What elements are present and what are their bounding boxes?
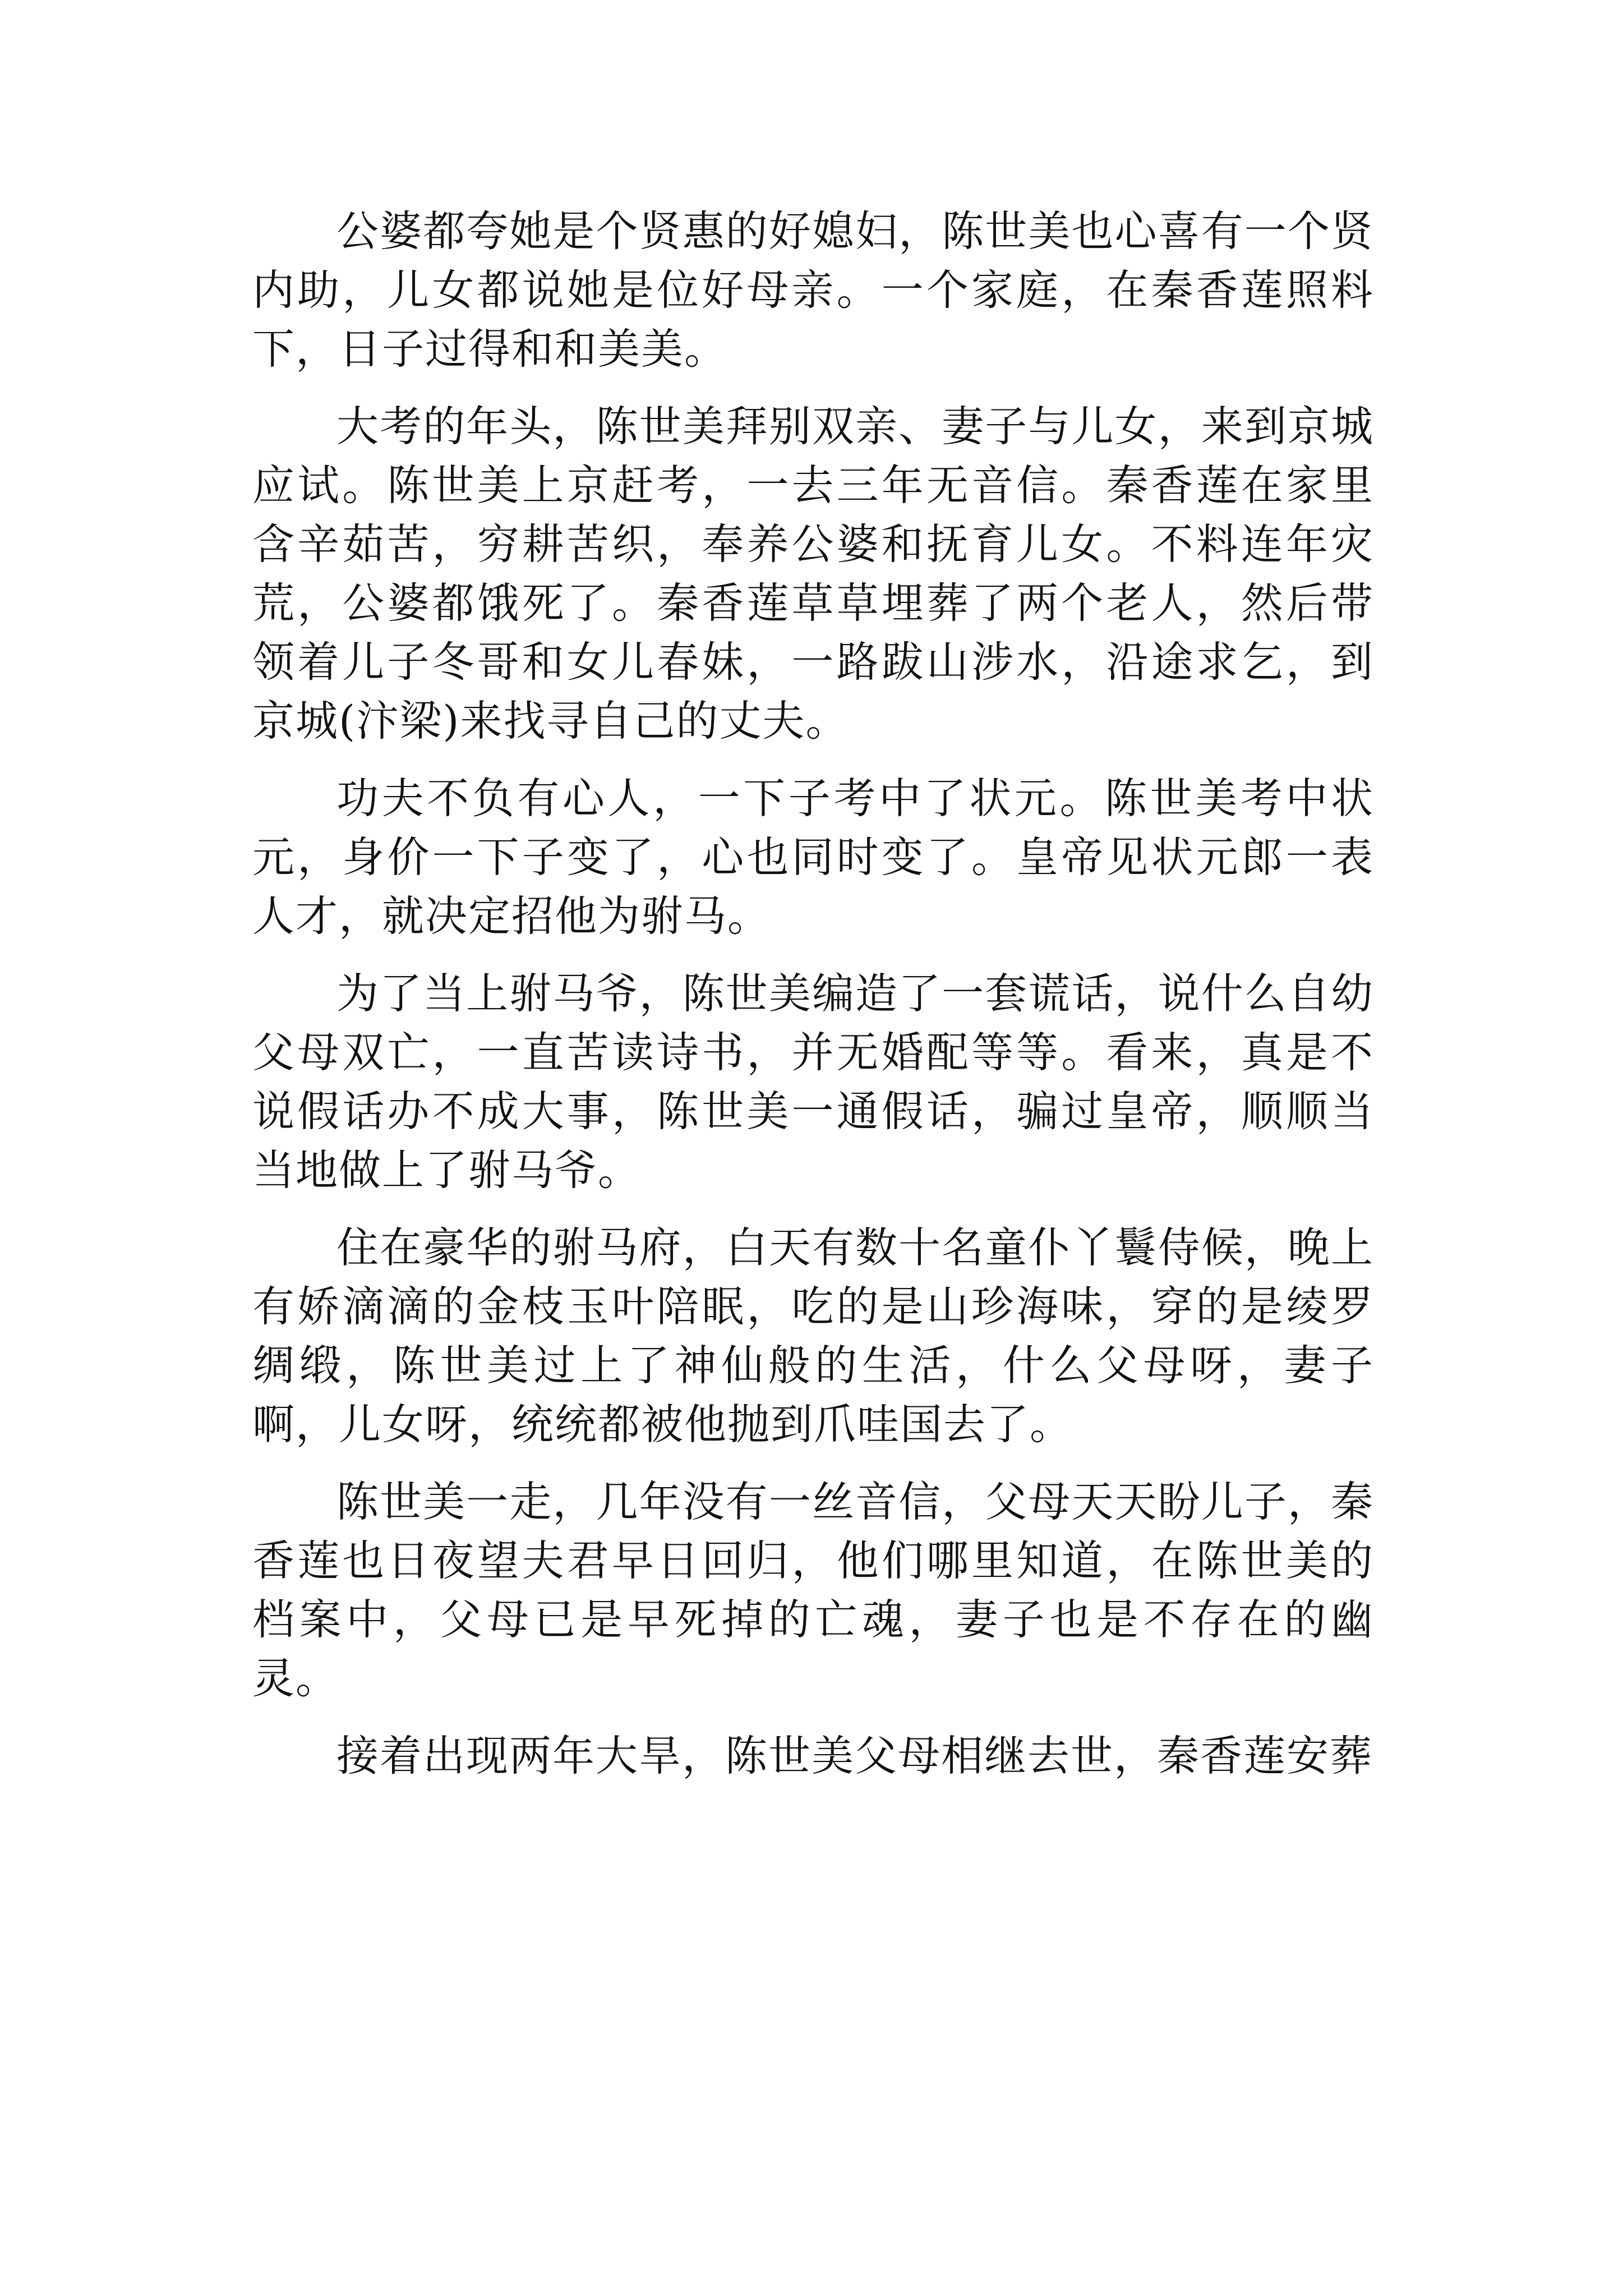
paragraph-3: 功夫不负有心人，一下子考中了状元。陈世美考中状元，身价一下子变了，心也同时变了。皇帝见状元郎一表人才，就决定招他为驸马。 [252,774,1374,941]
paragraph-1: 公婆都夸她是个贤惠的好媳妇，陈世美也心喜有一个贤内助，儿女都说她是位好母亲。一个家庭，在秦香莲照料下，日子过得和和美美。 [252,206,1374,374]
paragraph-2: 大考的年头，陈世美拜别双亲、妻子与儿女，来到京城应试。陈世美上京赶考，一去三年无音信。秦香莲在家里含辛茹苦，穷耕苦织，奉养公婆和抚育儿女。不料连年灾荒，公婆都饿死了。秦香莲草草埋葬了两个老人，然后带领着儿子冬哥和女儿春妹，一路跋山涉水，沿途求乞，到京城(汴梁)来找寻自己的丈夫。 [252,402,1374,746]
document-body [252,202,1374,1804]
paragraph-5: 住在豪华的驸马府，白天有数十名童仆丫鬟侍候，晚上有娇滴滴的金枝玉叶陪眠，吃的是山珍海味，穿的是绫罗绸缎，陈世美过上了神仙般的生活，什么父母呀，妻子啊，儿女呀，统统都被他抛到爪哇国去了。 [252,1223,1374,1449]
paragraph-7: 接着出现两年大旱，陈世美父母相继去世，秦香莲安葬 [336,1731,1373,1780]
paragraph-6: 陈世美一走，几年没有一丝音信，父母天天盼儿子，秦香莲也日夜望夫君早日回归，他们哪里知道，在陈世美的档案中，父母已是早死掉的亡魂，妻子也是不存在的幽灵。 [252,1477,1374,1703]
paragraph-4: 为了当上驸马爷，陈世美编造了一套谎话，说什么自幼父母双亡，一直苦读诗书，并无婚配等等。看来，真是不说假话办不成大事，陈世美一通假话，骗过皇帝，顺顺当当地做上了驸马爷。 [252,969,1374,1195]
